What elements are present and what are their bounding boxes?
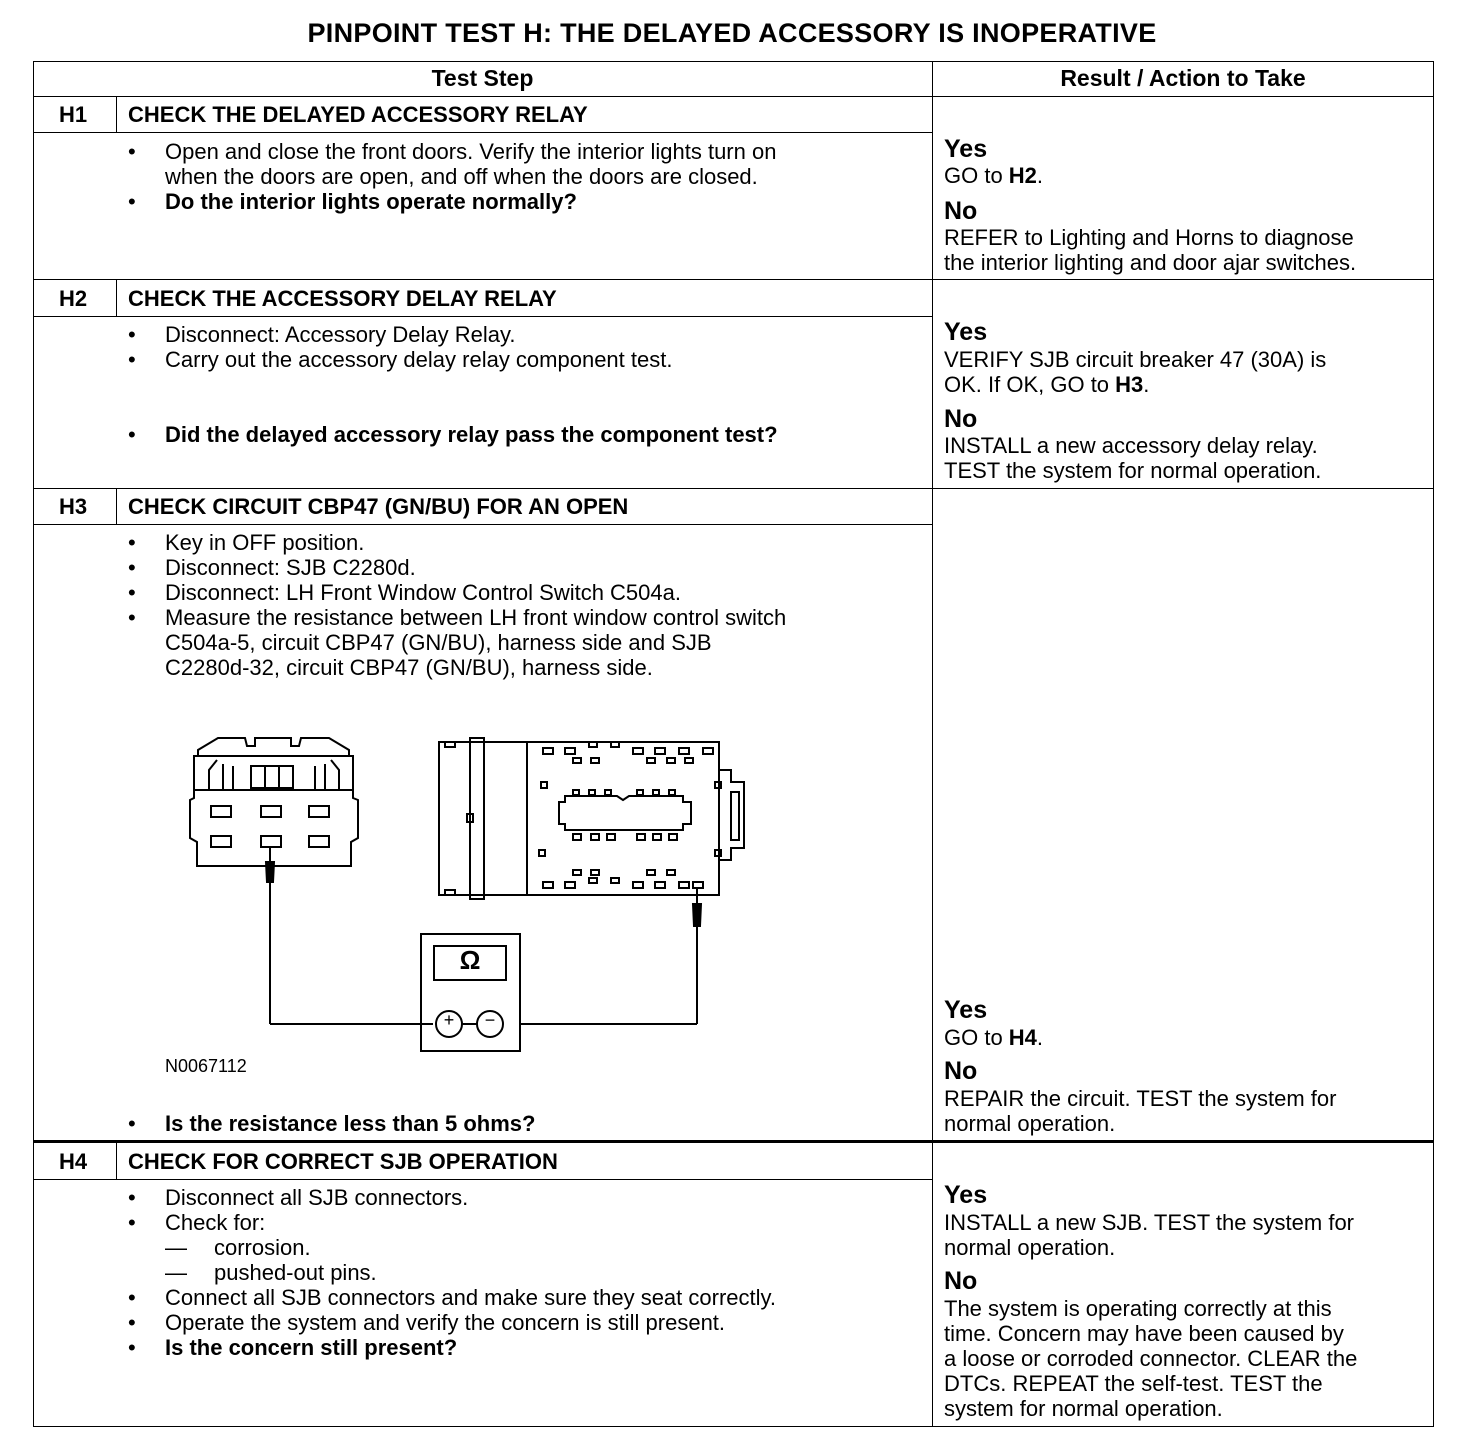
bullet: • (128, 1210, 136, 1235)
h1-no-action-2: the interior lighting and door ajar switches. (944, 250, 1357, 275)
h3-instruction-4b: C504a-5, circuit CBP47 (GN/BU), harness side and SJB (165, 630, 712, 655)
h2-instruction-2: Carry out the accessory delay relay component test. (165, 347, 673, 372)
row-separator (33, 1140, 1434, 1143)
h3-instruction-2: Disconnect: SJB C2280d. (165, 555, 416, 580)
id-divider (116, 96, 117, 132)
h4-instruction-3: Connect all SJB connectors and make sure they seat correctly. (165, 1285, 776, 1310)
bullet: • (128, 1310, 136, 1335)
h1-no-action-1: REFER to Lighting and Horns to diagnose (944, 225, 1354, 250)
step-title-h2: CHECK THE ACCESSORY DELAY RELAY (128, 286, 557, 311)
pin-row-bottom (543, 870, 703, 888)
left-probe-icon (266, 847, 433, 1024)
id-divider (116, 488, 117, 524)
right-probe-icon (521, 888, 701, 1024)
header-result: Result / Action to Take (1060, 65, 1306, 91)
page-title: PINPOINT TEST H: THE DELAYED ACCESSORY IS INOPERATIVE (307, 18, 1157, 48)
h3-question: Is the resistance less than 5 ohms? (165, 1111, 536, 1136)
figure-code: N0067112 (165, 1056, 247, 1076)
h1-instruction-1a: Open and close the front doors. Verify the interior lights turn on (165, 139, 777, 164)
h1-yes-action: GO to H2. (944, 163, 1044, 188)
h3-instruction-4a: Measure the resistance between LH front window control switch (165, 605, 787, 630)
row-separator (33, 488, 1434, 489)
h4-no-action-2: time. Concern may have been caused by (944, 1321, 1344, 1346)
pin-row-top (541, 742, 721, 788)
h2-no-label: No (944, 405, 978, 433)
title-separator (33, 524, 932, 525)
bullet: • (128, 1185, 136, 1210)
bullet: • (128, 422, 136, 447)
h1-yes-label: Yes (944, 135, 988, 163)
meter-minus-label: − (484, 1010, 496, 1030)
h3-no-label: No (944, 1057, 978, 1085)
h1-instruction-1b: when the doors are open, and off when the doors are closed. (165, 164, 758, 189)
bullet: • (128, 322, 136, 347)
bullet: • (128, 347, 136, 372)
bullet: • (128, 1335, 136, 1360)
h2-no-action-2: TEST the system for normal operation. (944, 458, 1322, 483)
h4-instruction-2: Check for: (165, 1210, 266, 1235)
step-title-h1: CHECK THE DELAYED ACCESSORY RELAY (128, 102, 588, 127)
h1-question: Do the interior lights operate normally? (165, 189, 577, 214)
bullet: • (128, 530, 136, 555)
sjb-c2280d-connector-icon (439, 738, 744, 899)
c504a-connector-icon (190, 738, 358, 866)
h2-yes-action-2: OK. If OK, GO to H3. (944, 372, 1150, 397)
dash: — (165, 1260, 187, 1285)
bullet: • (128, 555, 136, 580)
h4-yes-action-1: INSTALL a new SJB. TEST the system for (944, 1210, 1355, 1235)
h2-yes-action-1: VERIFY SJB circuit breaker 47 (30A) is (944, 347, 1327, 372)
h4-no-action-4: DTCs. REPEAT the self-test. TEST the (944, 1371, 1323, 1396)
h4-question: Is the concern still present? (165, 1335, 458, 1360)
meter-plus-label: + (443, 1010, 455, 1030)
h3-yes-action: GO to H4. (944, 1025, 1044, 1050)
step-id-h4: H4 (58, 1149, 88, 1174)
h4-instruction-4: Operate the system and verify the concern is still present. (165, 1310, 726, 1335)
row-separator (33, 279, 1434, 280)
h4-yes-action-2: normal operation. (944, 1235, 1116, 1260)
h4-check-2: pushed-out pins. (214, 1260, 377, 1285)
step-id-h2: H2 (58, 286, 88, 311)
header-test-step: Test Step (431, 65, 534, 91)
h3-no-action-2: normal operation. (944, 1111, 1116, 1136)
id-divider (116, 279, 117, 316)
h4-yes-label: Yes (944, 1181, 988, 1209)
h2-question: Did the delayed accessory relay pass the component test? (165, 422, 778, 447)
title-separator (33, 1179, 932, 1180)
h4-no-label: No (944, 1267, 978, 1295)
h4-no-action-1: The system is operating correctly at this (944, 1296, 1332, 1321)
step-title-h3: CHECK CIRCUIT CBP47 (GN/BU) FOR AN OPEN (128, 494, 629, 519)
bullet: • (128, 189, 136, 214)
row-separator (33, 96, 1434, 97)
step-title-h4: CHECK FOR CORRECT SJB OPERATION (128, 1149, 558, 1174)
dash: — (165, 1235, 187, 1260)
h3-yes-label: Yes (944, 996, 988, 1024)
h1-no-label: No (944, 197, 978, 225)
h2-instruction-1: Disconnect: Accessory Delay Relay. (165, 322, 516, 347)
h4-no-action-5: system for normal operation. (944, 1396, 1223, 1421)
bullet: • (128, 580, 136, 605)
title-separator (33, 132, 932, 133)
bullet: • (128, 1285, 136, 1310)
h4-instruction-1: Disconnect all SJB connectors. (165, 1185, 469, 1210)
bullet: • (128, 139, 136, 164)
h3-instruction-3: Disconnect: LH Front Window Control Switch C504a. (165, 580, 681, 605)
h3-instruction-1: Key in OFF position. (165, 530, 365, 555)
bullet: • (128, 1111, 136, 1136)
h3-instruction-4c: C2280d-32, circuit CBP47 (GN/BU), harness side. (165, 655, 653, 680)
bullet: • (128, 605, 136, 630)
ohm-symbol: Ω (459, 945, 481, 975)
id-divider (116, 1142, 117, 1179)
h2-yes-label: Yes (944, 318, 988, 346)
h3-no-action-1: REPAIR the circuit. TEST the system for (944, 1086, 1337, 1111)
title-separator (33, 316, 932, 317)
step-id-h1: H1 (58, 102, 88, 127)
step-id-h3: H3 (58, 494, 88, 519)
h2-no-action-1: INSTALL a new accessory delay relay. (944, 433, 1318, 458)
h4-no-action-3: a loose or corroded connector. CLEAR the (944, 1346, 1358, 1371)
h4-check-1: corrosion. (214, 1235, 311, 1260)
